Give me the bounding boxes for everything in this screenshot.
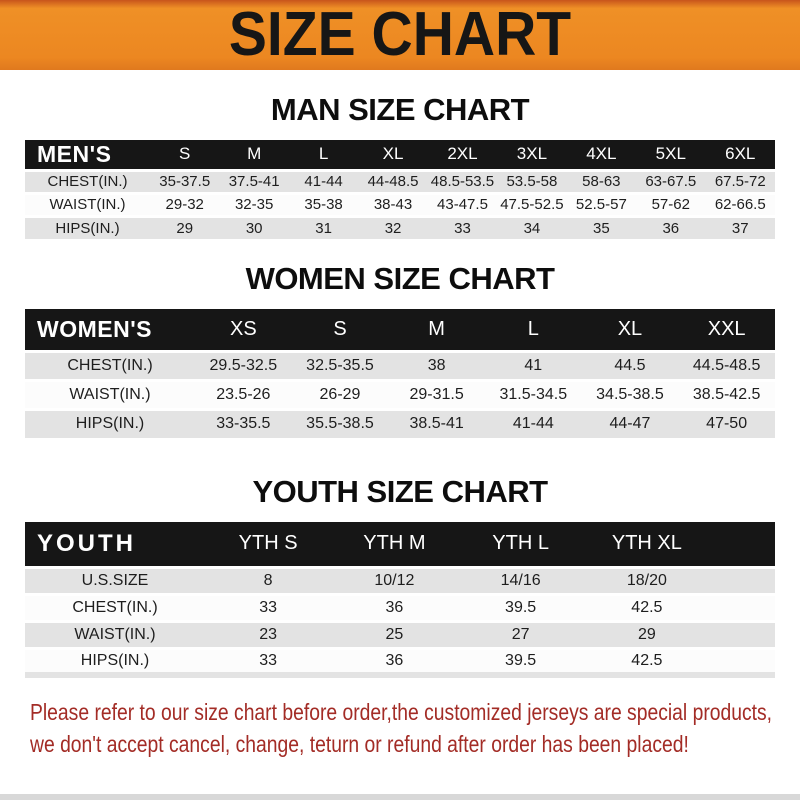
value-cell: 47.5-52.5 [497, 193, 566, 216]
spacer-cell [710, 621, 775, 648]
value-cell: 48.5-53.5 [428, 170, 497, 193]
column-header-cell: L [289, 140, 358, 170]
value-cell: 53.5-58 [497, 170, 566, 193]
value-cell: 31.5-34.5 [485, 380, 582, 409]
table-row [25, 648, 775, 675]
value-cell: 38.5-42.5 [678, 380, 775, 409]
table-header-row [25, 140, 775, 170]
spacer-cell [710, 594, 775, 621]
value-cell: 8 [205, 567, 331, 594]
value-cell: 44.5-48.5 [678, 351, 775, 380]
column-header-cell: M [219, 140, 288, 170]
value-cell: 63-67.5 [636, 170, 705, 193]
value-cell: 29-31.5 [388, 380, 485, 409]
value-cell: 41-44 [289, 170, 358, 193]
column-header-cell: YTH L [458, 522, 584, 567]
table-header-row [25, 309, 775, 351]
row-label-cell: WAIST(IN.) [25, 621, 205, 648]
table-row [25, 567, 775, 594]
value-cell: 67.5-72 [706, 170, 776, 193]
value-cell: 33 [428, 216, 497, 239]
value-cell: 39.5 [458, 594, 584, 621]
value-cell: 10/12 [331, 567, 457, 594]
women-size-table [25, 309, 775, 438]
spacer-cell [710, 648, 775, 675]
size-table-grid [25, 309, 775, 438]
size-table-grid [25, 522, 775, 678]
value-cell: 44-48.5 [358, 170, 427, 193]
value-cell: 26-29 [292, 380, 389, 409]
column-header-cell: 6XL [706, 140, 776, 170]
value-cell: 25 [331, 621, 457, 648]
row-label-cell: CHEST(IN.) [25, 170, 150, 193]
table-header-row [25, 522, 775, 567]
value-cell: 32.5-35.5 [292, 351, 389, 380]
value-cell: 18/20 [584, 567, 710, 594]
column-header-cell: 5XL [636, 140, 705, 170]
value-cell: 42.5 [584, 594, 710, 621]
value-cell: 35.5-38.5 [292, 409, 389, 438]
value-cell: 42.5 [584, 648, 710, 675]
row-label-cell: WAIST(IN.) [25, 193, 150, 216]
value-cell: 36 [331, 648, 457, 675]
value-cell: 37 [706, 216, 776, 239]
disclaimer-text [30, 696, 773, 760]
row-label-cell: CHEST(IN.) [25, 351, 195, 380]
disclaimer-line-1: Please refer to our size chart before order,the customized jerseys are special products, [30, 699, 773, 725]
row-label-cell: HIPS(IN.) [25, 409, 195, 438]
table-row [25, 380, 775, 409]
value-cell: 52.5-57 [567, 193, 636, 216]
table-title-cell: MEN'S [25, 140, 150, 170]
value-cell: 41-44 [485, 409, 582, 438]
row-label-cell: HIPS(IN.) [25, 216, 150, 239]
man-size-chart-heading: MAN SIZE CHART [270, 92, 530, 127]
value-cell: 30 [219, 216, 288, 239]
table-row [25, 594, 775, 621]
column-header-cell: YTH S [205, 522, 331, 567]
size-chart-banner [0, 0, 800, 70]
value-cell: 33 [205, 594, 331, 621]
value-cell: 38 [388, 351, 485, 380]
value-cell: 38.5-41 [388, 409, 485, 438]
value-cell: 23.5-26 [195, 380, 292, 409]
value-cell: 34 [497, 216, 566, 239]
value-cell: 35-37.5 [150, 170, 219, 193]
banner-title: SIZE CHART [228, 0, 572, 69]
column-header-cell: XL [358, 140, 427, 170]
column-header-cell: M [388, 309, 485, 351]
column-header-cell: 3XL [497, 140, 566, 170]
column-header-cell: XXL [678, 309, 775, 351]
value-cell: 43-47.5 [428, 193, 497, 216]
value-cell: 29-32 [150, 193, 219, 216]
table-row [25, 351, 775, 380]
column-header-cell: S [150, 140, 219, 170]
value-cell: 35-38 [289, 193, 358, 216]
disclaimer-line-2: we don't accept cancel, change, teturn or refund after order has been placed! [30, 731, 689, 757]
value-cell: 35 [567, 216, 636, 239]
spacer-cell [710, 522, 775, 567]
column-header-cell: 2XL [428, 140, 497, 170]
row-label-cell: U.S.SIZE [25, 567, 205, 594]
value-cell: 62-66.5 [706, 193, 776, 216]
value-cell: 29 [584, 621, 710, 648]
column-header-cell: YTH M [331, 522, 457, 567]
youth-size-chart-heading: YOUTH SIZE CHART [252, 474, 548, 509]
value-cell: 33 [205, 648, 331, 675]
value-cell: 32-35 [219, 193, 288, 216]
table-row [25, 170, 775, 193]
value-cell: 37.5-41 [219, 170, 288, 193]
value-cell: 36 [636, 216, 705, 239]
table-title-cell: WOMEN'S [25, 309, 195, 351]
column-header-cell: XL [582, 309, 679, 351]
value-cell: 36 [331, 594, 457, 621]
value-cell: 38-43 [358, 193, 427, 216]
value-cell: 32 [358, 216, 427, 239]
row-label-cell: CHEST(IN.) [25, 594, 205, 621]
value-cell: 27 [458, 621, 584, 648]
column-header-cell: YTH XL [584, 522, 710, 567]
size-table-grid [25, 140, 775, 239]
bottom-edge-strip [0, 794, 800, 800]
value-cell: 41 [485, 351, 582, 380]
value-cell: 34.5-38.5 [582, 380, 679, 409]
women-size-chart-heading: WOMEN SIZE CHART [245, 261, 555, 296]
column-header-cell: 4XL [567, 140, 636, 170]
value-cell: 31 [289, 216, 358, 239]
spacer-cell [710, 567, 775, 594]
table-row [25, 621, 775, 648]
column-header-cell: L [485, 309, 582, 351]
value-cell: 58-63 [567, 170, 636, 193]
table-row [25, 409, 775, 438]
row-label-cell: WAIST(IN.) [25, 380, 195, 409]
youth-size-table [25, 522, 775, 678]
value-cell: 39.5 [458, 648, 584, 675]
value-cell: 23 [205, 621, 331, 648]
column-header-cell: S [292, 309, 389, 351]
men-size-table [25, 140, 775, 239]
table-title-cell: YOUTH [25, 522, 205, 567]
value-cell: 44.5 [582, 351, 679, 380]
table-row [25, 193, 775, 216]
value-cell: 29 [150, 216, 219, 239]
value-cell: 44-47 [582, 409, 679, 438]
value-cell: 33-35.5 [195, 409, 292, 438]
row-label-cell: HIPS(IN.) [25, 648, 205, 675]
value-cell: 47-50 [678, 409, 775, 438]
value-cell: 57-62 [636, 193, 705, 216]
value-cell: 14/16 [458, 567, 584, 594]
value-cell: 29.5-32.5 [195, 351, 292, 380]
table-row [25, 216, 775, 239]
column-header-cell: XS [195, 309, 292, 351]
